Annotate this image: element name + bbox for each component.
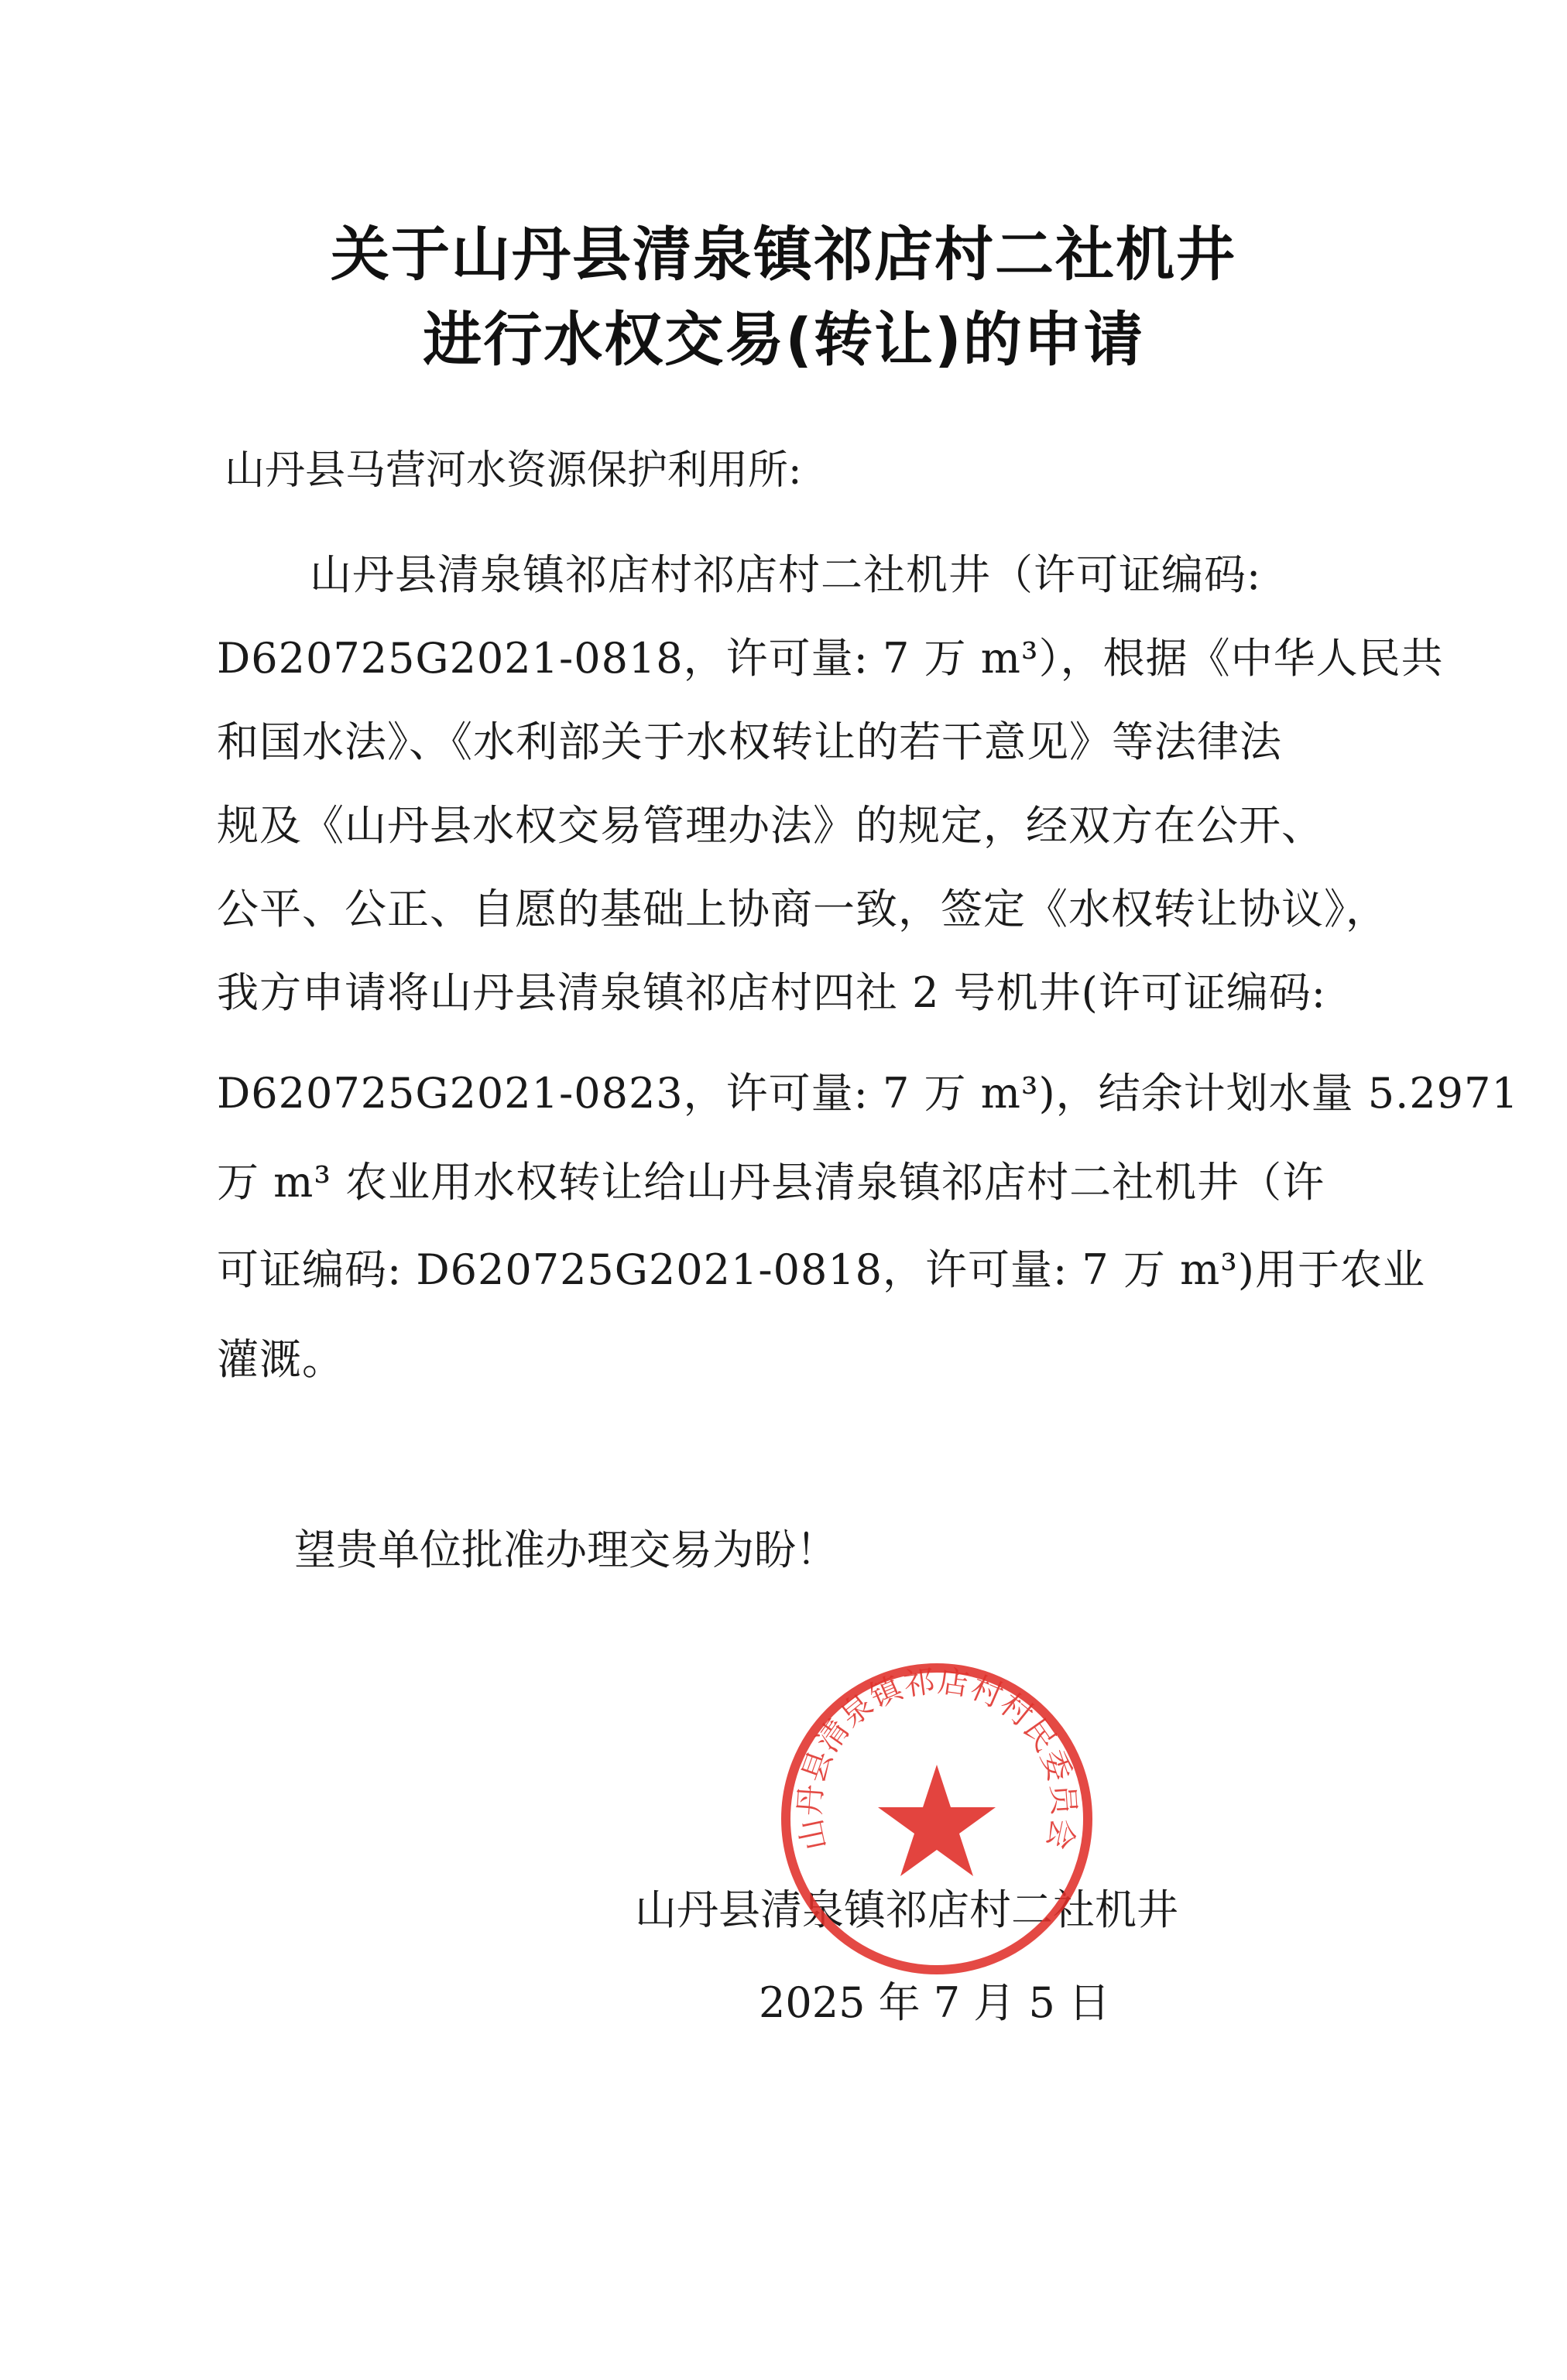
body-line: 可证编码: D620725G2021-0818，许可量: 7 万 m³)用于农业 [217,1245,1425,1294]
addressee: 山丹县马营河水资源保护利用所: [225,447,802,494]
body-line: 和国水法》、《水利部关于水权转让的若干意见》等法律法 [217,717,1282,766]
body-line: 公平、公正、自愿的基础上协商一致，签定《水权转让协议》， [217,885,1388,933]
body-line: 万 m³ 农业用水权转让给山丹县清泉镇祁店村二社机井（许 [217,1158,1325,1207]
document-date: 2025 年 7 月 5 日 [759,1978,1110,2027]
seal-text: 山丹县清泉镇祁店村村民委员会 [792,1663,1082,1854]
star-icon [878,1765,996,1876]
body-line: 我方申请将山丹县清泉镇祁店村四社 2 号机井(许可证编码: [217,968,1326,1017]
svg-text:山丹县清泉镇祁店村村民委员会 [792,1663,1082,1853]
body-line: D620725G2021-0823，许可量: 7 万 m³)，结余计划水量 5.2971 [217,1069,1519,1118]
body-line: 灌溉。 [217,1335,345,1384]
body-line: D620725G2021-0818，许可量: 7 万 m³），根据《中华人民共 [217,634,1444,683]
body-line: 规及《山丹县水权交易管理办法》的规定，经双方在公开、 [217,801,1324,850]
signer-name: 山丹县清泉镇祁店村二社机井 [635,1885,1178,1934]
closing-remark: 望贵单位批准办理交易为盼！ [294,1526,838,1574]
document-title-line-1: 关于山丹县清泉镇祁店村二社机井 [331,220,1236,289]
body-line: 山丹县清泉镇祁店村祁店村二社机井（许可证编码: [310,550,1262,599]
document-title-line-2: 进行水权交易(转让)的申请 [423,305,1144,374]
